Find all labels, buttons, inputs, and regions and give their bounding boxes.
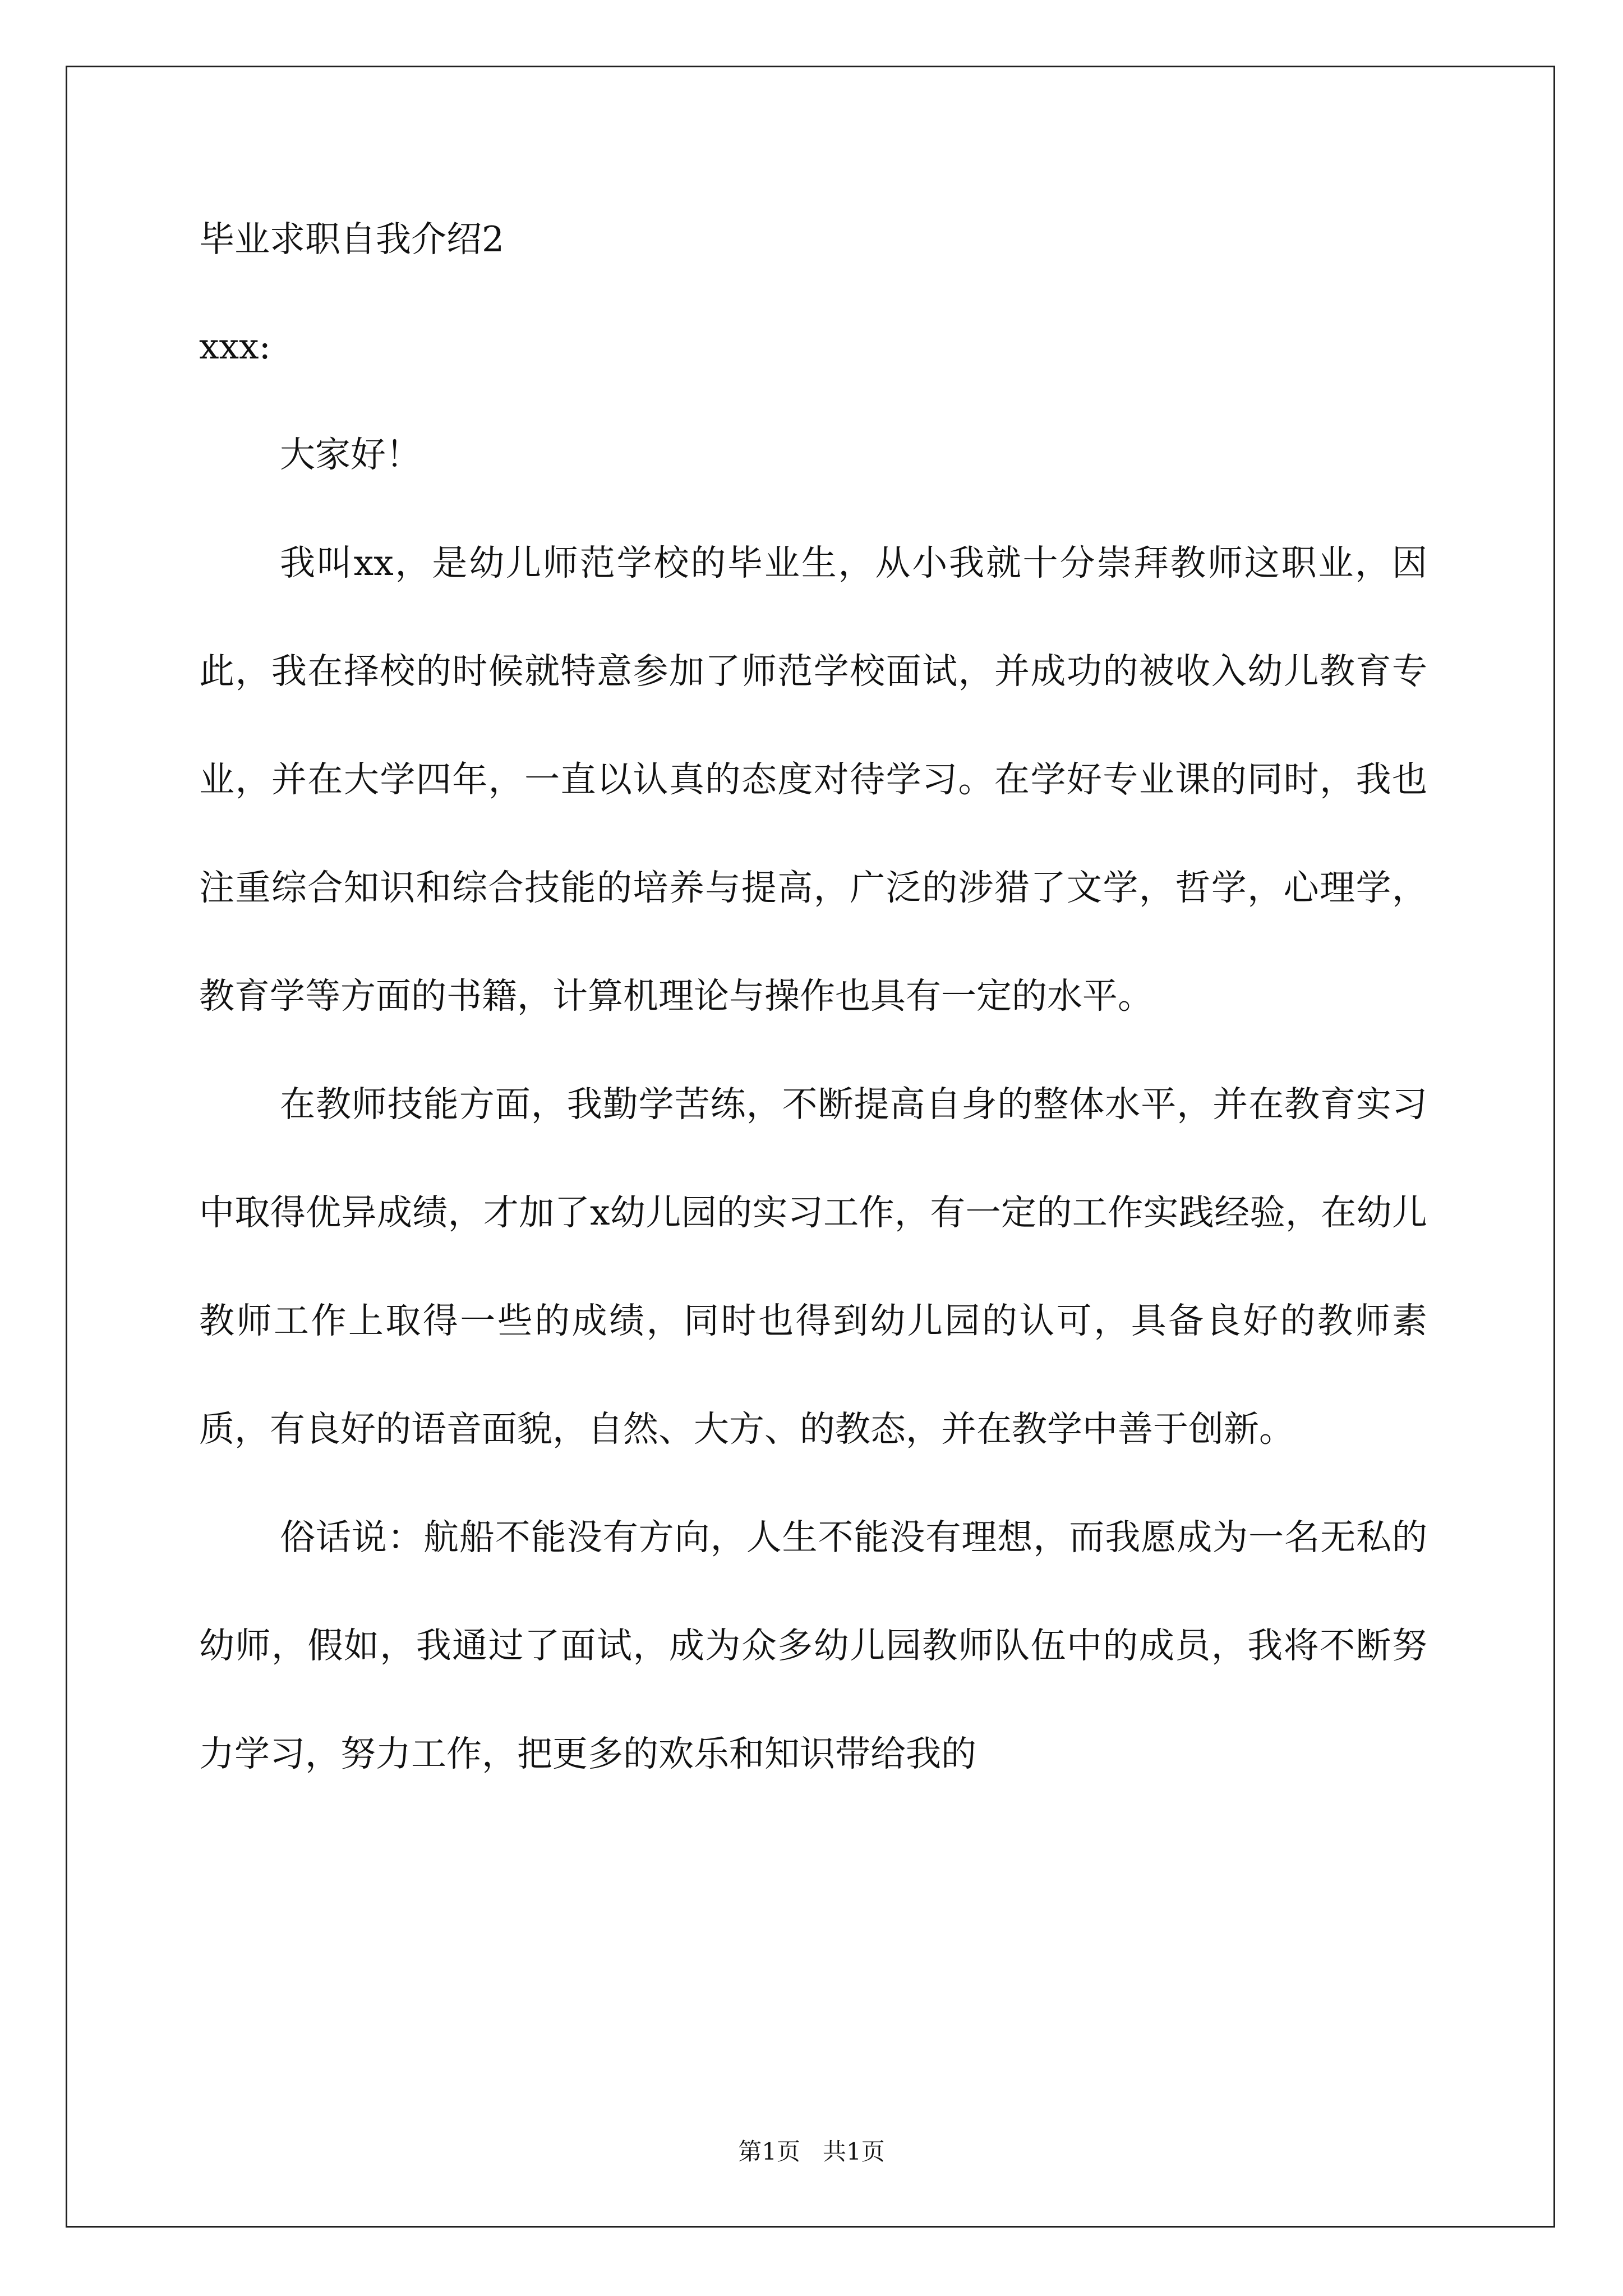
page-footer: [0, 2140, 1623, 2164]
salutation: xxx:: [199, 326, 271, 367]
paragraph-introduction: 我叫xx，是幼儿师范学校的毕业生，从小我就十分崇拜教师这职业，因此，我在择校的时候就特意参加了师范学校面试，并成功的被收入幼儿教育专业，并在大学四年，一直以认真的态度对待学习。在学好专业课的同时，我也注重综合知识和综合技能的培养与提高，广泛的涉猎了文学，哲学，心理学，教育学等方面的书籍，计算机理论与操作也具有一定的水平。: [199, 542, 1427, 1016]
paragraph-teaching-skills: 在教师技能方面，我勤学苦练，不断提高自身的整体水平，并在教育实习中取得优异成绩，才加了x幼儿园的实习工作，有一定的工作实践经验，在幼儿教师工作上取得一些的成绩，同时也得到幼儿园的认可，具备良好的教师素质，有良好的语音面貌，自然、大方、的教态，并在教学中善于创新。: [199, 1084, 1427, 1450]
document-body: [199, 219, 1427, 1808]
paragraph-aspiration: 俗话说：航船不能没有方向，人生不能没有理想，而我愿成为一名无私的幼师，假如，我通过了面试，成为众多幼儿园教师队伍中的成员，我将不断努力学习，努力工作，把更多的欢乐和知识带给我的: [199, 1517, 1427, 1774]
page-number: 第1页 共1页: [738, 2138, 885, 2165]
document-title: 毕业求职自我介绍2: [199, 219, 505, 260]
paragraph-greeting: 大家好！: [280, 434, 421, 475]
